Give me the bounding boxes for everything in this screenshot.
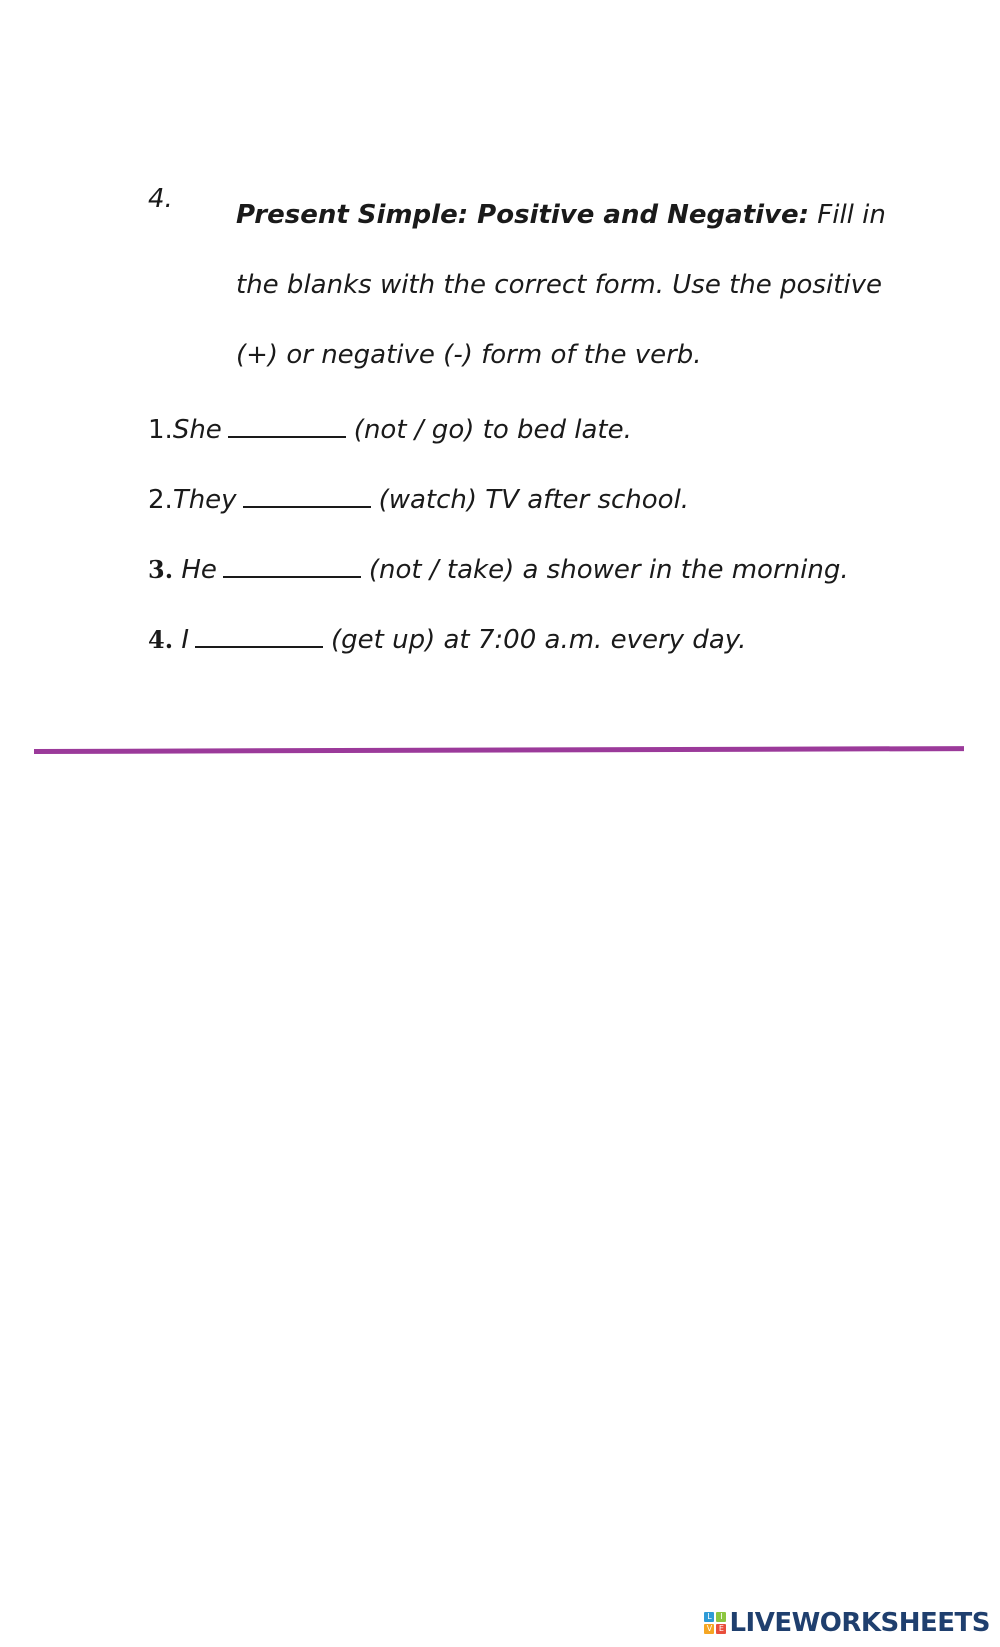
logo-mark-tile: L xyxy=(704,1612,714,1622)
logo-mark-icon xyxy=(704,1612,726,1634)
item-prompt: (get up) at 7:00 a.m. every day. xyxy=(331,625,747,655)
section-divider xyxy=(34,746,964,754)
logo-mark-tile: E xyxy=(716,1624,726,1634)
logo-mark-tile: I xyxy=(716,1612,726,1622)
exercise-number: 4. xyxy=(148,184,173,214)
exercise-item-3 xyxy=(148,548,948,618)
item-number: 3. xyxy=(148,555,174,584)
answer-blank-3[interactable] xyxy=(223,548,361,578)
item-subject: They xyxy=(172,485,237,515)
item-prompt: (watch) TV after school. xyxy=(378,485,690,515)
item-prompt: (not / take) a shower in the morning. xyxy=(368,555,849,585)
exercise-item-2 xyxy=(148,478,948,548)
answer-blank-2[interactable] xyxy=(243,478,371,508)
logo-wordmark: LIVEWORKSHEETS xyxy=(729,1608,990,1638)
exercise-item-1 xyxy=(148,408,948,478)
item-number: 1. xyxy=(148,415,173,445)
answer-blank-4[interactable] xyxy=(195,618,323,648)
item-subject: He xyxy=(181,555,217,585)
exercise-item-4 xyxy=(148,618,948,688)
item-number: 4. xyxy=(148,625,174,654)
exercise-instructions xyxy=(236,180,916,390)
item-prompt: (not / go) to bed late. xyxy=(353,415,632,445)
answer-blank-1[interactable] xyxy=(228,408,346,438)
exercise-items xyxy=(148,408,948,688)
logo-mark-tile: V xyxy=(704,1624,714,1634)
exercise-instruction-text: Fill in the blanks with the correct form. Use the positive (+) or negative (-) form of the verb. xyxy=(236,200,886,370)
item-number: 2. xyxy=(148,485,173,515)
liveworksheets-logo xyxy=(704,1607,990,1639)
item-subject: She xyxy=(172,415,222,445)
item-subject: I xyxy=(181,625,189,655)
exercise-title: Present Simple: Positive and Negative: xyxy=(236,200,810,230)
